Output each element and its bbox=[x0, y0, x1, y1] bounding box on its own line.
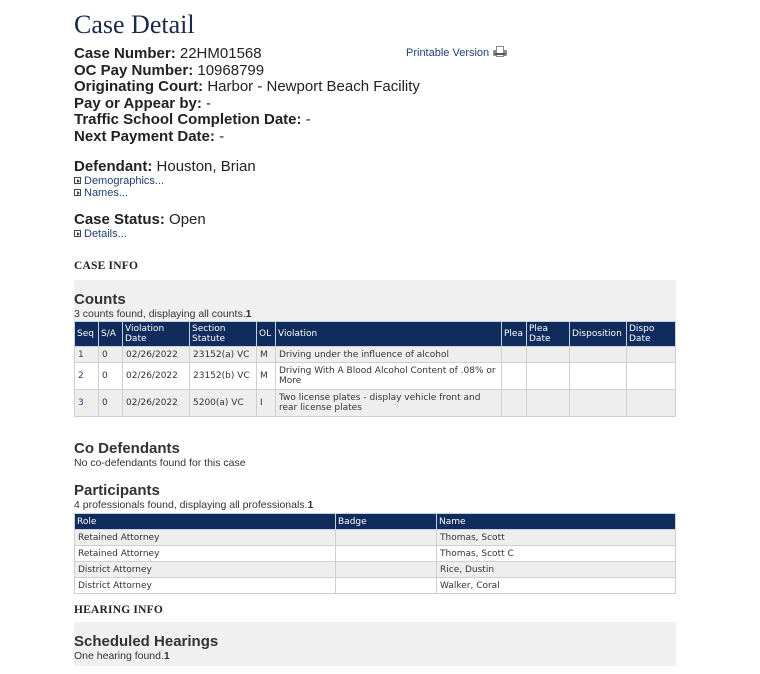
count-section-statute: 23152(a) VC bbox=[190, 347, 257, 363]
participant-role: District Attorney bbox=[75, 578, 336, 594]
case-number-row bbox=[74, 46, 676, 63]
count-plea-date bbox=[527, 390, 570, 417]
printer-icon[interactable] bbox=[493, 46, 507, 58]
expand-icon bbox=[74, 177, 81, 184]
participant-badge bbox=[336, 578, 437, 594]
count-plea bbox=[502, 390, 527, 417]
count-disposition bbox=[570, 363, 627, 390]
case-status-label: Case Status: bbox=[74, 211, 165, 228]
participant-badge bbox=[336, 530, 437, 546]
col-sa[interactable]: S/A bbox=[99, 322, 123, 347]
case-detail-page bbox=[74, 0, 676, 666]
table-row bbox=[75, 363, 676, 390]
col-plea[interactable]: Plea bbox=[502, 322, 527, 347]
oc-pay-row bbox=[74, 63, 676, 80]
originating-court-row bbox=[74, 79, 676, 96]
table-row bbox=[75, 578, 676, 594]
pay-appear-label: Pay or Appear by: bbox=[74, 94, 202, 112]
co-defendants-summary: No co-defendants found for this case bbox=[74, 457, 246, 469]
count-section-statute: 5200(a) VC bbox=[190, 390, 257, 417]
count-disposition bbox=[570, 390, 627, 417]
col-name[interactable]: Name bbox=[437, 514, 676, 530]
table-row bbox=[75, 390, 676, 417]
oc-pay-value: 10968799 bbox=[197, 61, 265, 79]
next-payment-row bbox=[74, 129, 676, 146]
table-row bbox=[75, 546, 676, 562]
next-payment-label: Next Payment Date: bbox=[74, 127, 215, 145]
participant-name: Thomas, Scott C bbox=[437, 546, 676, 562]
count-seq-link[interactable]: 2 bbox=[78, 371, 84, 381]
names-link-label: Names... bbox=[84, 187, 129, 199]
col-violation[interactable]: Violation bbox=[276, 322, 502, 347]
col-role[interactable]: Role bbox=[75, 514, 336, 530]
case-number-value: 22HM01568 bbox=[179, 45, 262, 62]
hearings-summary-text: One hearing found. bbox=[74, 650, 164, 662]
hearings-summary bbox=[74, 650, 676, 662]
case-status-block bbox=[74, 212, 676, 240]
col-seq[interactable]: Seq bbox=[75, 322, 99, 347]
counts-header-row bbox=[75, 322, 676, 347]
count-dispo-date bbox=[627, 347, 676, 363]
defendant-name: Houston, Brian bbox=[156, 158, 256, 175]
hearings-summary-count: 1 bbox=[163, 650, 170, 662]
counts-summary-count: 1 bbox=[245, 308, 252, 320]
counts-table bbox=[74, 321, 676, 417]
col-violation-date[interactable]: Violation Date bbox=[123, 322, 190, 347]
hearing-info-header: HEARING INFO bbox=[74, 604, 163, 616]
scheduled-hearings-title: Scheduled Hearings bbox=[74, 633, 219, 650]
traffic-school-value: - bbox=[305, 111, 311, 128]
col-section-statute[interactable]: Section Statute bbox=[190, 322, 257, 347]
count-seq-link[interactable]: 3 bbox=[78, 398, 84, 408]
participant-role: Retained Attorney bbox=[75, 546, 336, 562]
originating-court-label: Originating Court: bbox=[74, 78, 204, 95]
case-info-header: CASE INFO bbox=[74, 260, 139, 272]
oc-pay-label: OC Pay Number: bbox=[74, 61, 194, 79]
count-plea bbox=[502, 347, 527, 363]
participant-name: Walker, Coral bbox=[437, 578, 676, 594]
expand-icon bbox=[74, 230, 81, 237]
participant-name: Thomas, Scott bbox=[437, 530, 676, 546]
count-plea bbox=[502, 363, 527, 390]
count-ol: M bbox=[257, 363, 276, 390]
co-defendants-section bbox=[74, 441, 676, 469]
col-dispo-date[interactable]: Dispo Date bbox=[627, 322, 676, 347]
names-link[interactable] bbox=[74, 187, 676, 199]
participant-badge bbox=[336, 562, 437, 578]
printable-version-link[interactable] bbox=[406, 46, 507, 59]
participant-role: Retained Attorney bbox=[75, 530, 336, 546]
counts-summary-text: 3 counts found, displaying all counts. bbox=[74, 308, 246, 320]
printable-version-label: Printable Version bbox=[406, 47, 490, 59]
count-dispo-date bbox=[627, 390, 676, 417]
hearings-panel bbox=[74, 622, 676, 666]
count-disposition bbox=[570, 347, 627, 363]
table-row bbox=[75, 530, 676, 546]
participants-title: Participants bbox=[74, 482, 160, 499]
counts-title: Counts bbox=[74, 291, 126, 308]
details-link-label: Details... bbox=[84, 228, 127, 240]
case-status-value: Open bbox=[169, 211, 206, 228]
count-sa: 0 bbox=[99, 390, 123, 417]
expand-icon bbox=[74, 189, 81, 196]
page-title: Case Detail bbox=[74, 10, 195, 39]
next-payment-value: - bbox=[219, 127, 225, 145]
demographics-link[interactable] bbox=[74, 175, 676, 187]
participants-summary-count: 1 bbox=[307, 499, 314, 511]
col-plea-date[interactable]: Plea Date bbox=[527, 322, 570, 347]
col-ol[interactable]: OL bbox=[257, 322, 276, 347]
counts-panel bbox=[74, 280, 676, 417]
pay-appear-value: - bbox=[206, 94, 211, 112]
pay-appear-row bbox=[74, 96, 676, 113]
count-seq-link[interactable]: 1 bbox=[78, 349, 84, 360]
count-violation-date: 02/26/2022 bbox=[123, 390, 190, 417]
participant-role: District Attorney bbox=[75, 562, 336, 578]
co-defendants-title: Co Defendants bbox=[74, 440, 180, 457]
count-plea-date bbox=[527, 363, 570, 390]
col-disposition[interactable]: Disposition bbox=[570, 322, 627, 347]
traffic-school-label: Traffic School Completion Date: bbox=[74, 111, 302, 128]
counts-summary bbox=[74, 308, 676, 320]
table-row bbox=[75, 562, 676, 578]
count-violation: Two license plates - display vehicle front and rear license plates bbox=[276, 390, 502, 417]
count-violation: Driving With A Blood Alcohol Content of .08% or More bbox=[276, 363, 502, 390]
participants-summary-text: 4 professionals found, displaying all professionals. bbox=[74, 499, 308, 511]
participant-name: Rice, Dustin bbox=[437, 562, 676, 578]
count-dispo-date bbox=[627, 363, 676, 390]
participants-summary bbox=[74, 499, 676, 511]
defendant-block bbox=[74, 159, 676, 199]
defendant-label: Defendant: bbox=[74, 158, 153, 175]
count-plea-date bbox=[527, 347, 570, 363]
count-sa: 0 bbox=[99, 363, 123, 390]
count-ol: I bbox=[257, 390, 276, 417]
demographics-link-label: Demographics... bbox=[84, 175, 165, 187]
participants-header-row bbox=[75, 514, 676, 530]
count-violation: Driving under the influence of alcohol bbox=[276, 347, 502, 363]
participants-section bbox=[74, 483, 676, 594]
participant-badge bbox=[336, 546, 437, 562]
case-number-label: Case Number: bbox=[74, 45, 176, 62]
count-violation-date: 02/26/2022 bbox=[123, 347, 190, 363]
count-ol: M bbox=[257, 347, 276, 363]
traffic-school-row bbox=[74, 112, 676, 129]
participants-table bbox=[74, 513, 676, 594]
details-link[interactable] bbox=[74, 228, 676, 240]
count-sa: 0 bbox=[99, 347, 123, 363]
originating-court-value: Harbor - Newport Beach Facility bbox=[207, 78, 420, 95]
count-section-statute: 23152(b) VC bbox=[190, 363, 257, 390]
table-row bbox=[75, 347, 676, 363]
count-violation-date: 02/26/2022 bbox=[123, 363, 190, 390]
case-info-block bbox=[74, 46, 676, 145]
col-badge[interactable]: Badge bbox=[336, 514, 437, 530]
